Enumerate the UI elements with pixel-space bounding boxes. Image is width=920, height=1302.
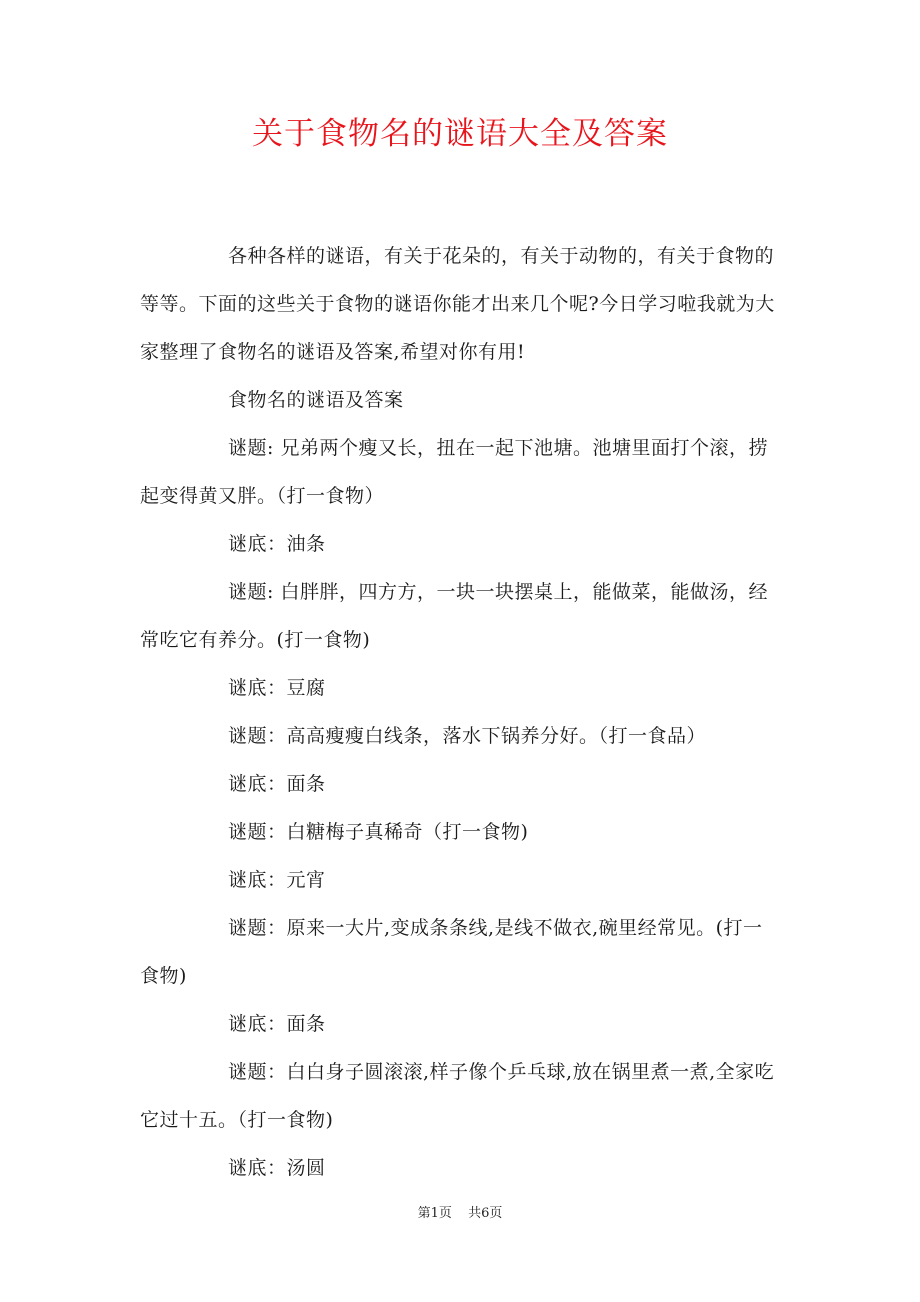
document-title: 关于食物名的谜语大全及答案 (252, 116, 668, 152)
riddle-answer: 谜底：汤圆 (228, 1157, 326, 1179)
page-footer (0, 1204, 920, 1224)
riddle-question: 谜题：原来一大片,变成条条线,是线不做衣,碗里经常见。(打一食物) (140, 917, 763, 987)
current-page-number: 第1页 (417, 1206, 452, 1221)
intro-paragraph: 各种各样的谜语，有关于花朵的，有关于动物的，有关于食物的等等。下面的这些关于食物的谜语你能才出来几个呢?今日学习啦我就为大家整理了食物名的谜语及答案,希望对你有用! (140, 245, 775, 363)
riddle-answer: 谜底：面条 (228, 1013, 326, 1035)
riddle-answer: 谜底：豆腐 (228, 677, 326, 699)
riddle-question: 谜题：高高瘦瘦白线条，落水下锅养分好。（打一食品） (228, 725, 707, 747)
riddle-answer: 谜底：元宵 (228, 869, 326, 891)
riddle-question: 谜题：白糖梅子真稀奇（打一食物) (228, 821, 529, 843)
riddle-question: 谜题: 白胖胖，四方方，一块一块摆桌上，能做菜，能做汤，经常吃它有养分。(打一食物) (140, 581, 768, 651)
section-heading: 食物名的谜语及答案 (228, 389, 404, 411)
riddle-question: 谜题：白白身子圆滚滚,样子像个乒乓球,放在锅里煮一煮,全家吃它过十五。（打一食物) (140, 1061, 775, 1131)
riddle-question: 谜题: 兄弟两个瘦又长，扭在一起下池塘。池塘里面打个滚，捞起变得黄又胖。（打一食物） (140, 437, 768, 507)
document-body (140, 232, 782, 1192)
riddle-answer: 谜底：油条 (228, 533, 326, 555)
total-pages: 共6页 (468, 1206, 503, 1221)
riddle-answer: 谜底：面条 (228, 773, 326, 795)
